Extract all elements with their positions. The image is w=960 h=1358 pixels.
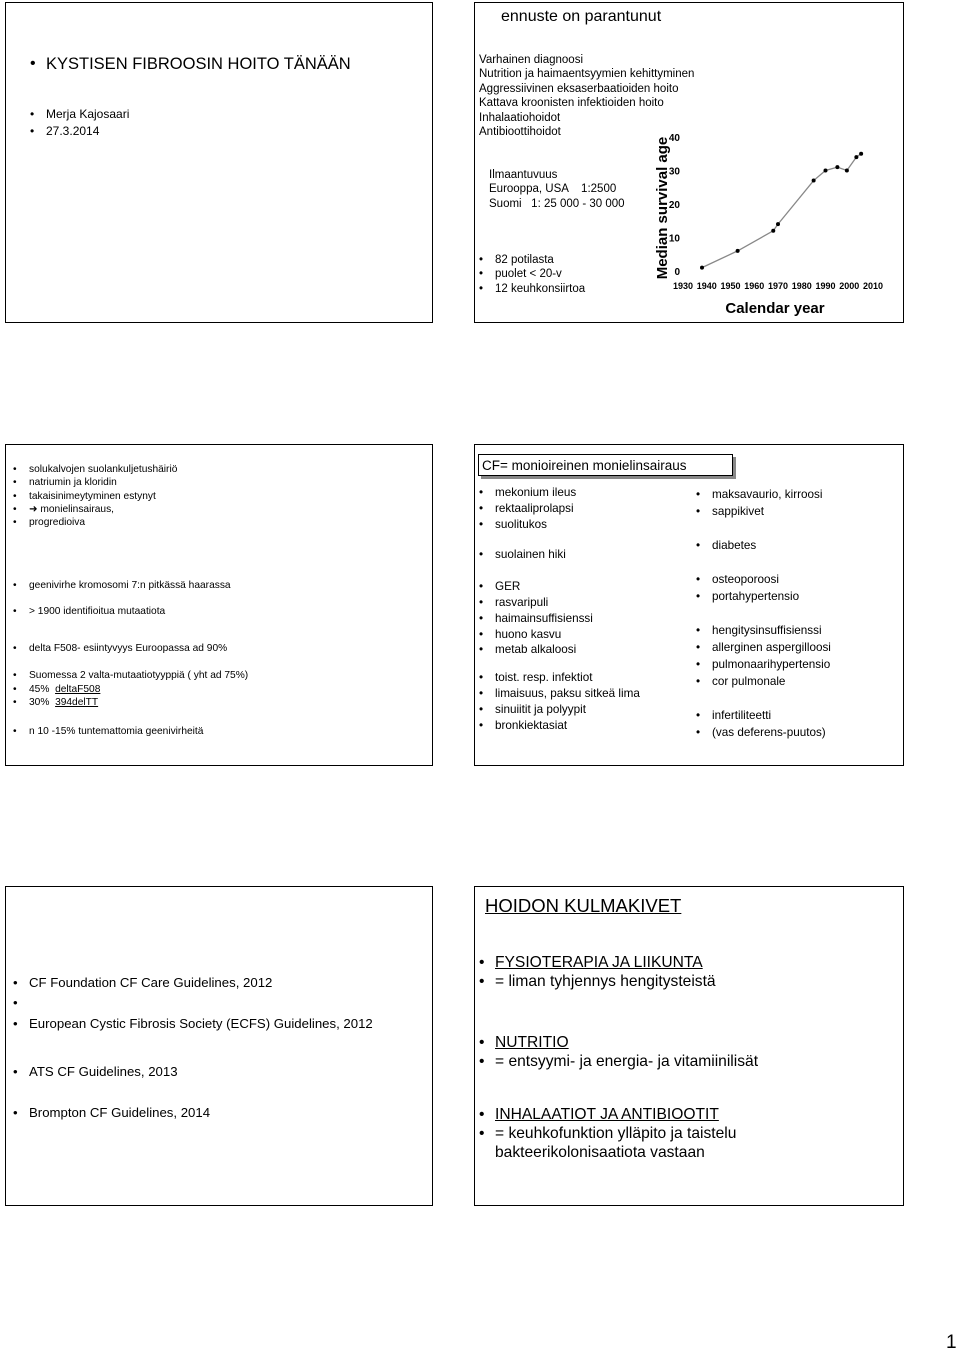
cornerstone-text: • = liman tyhjennys hengitysteistä <box>479 972 889 991</box>
symptom-item: • pulmonaarihypertensio <box>696 656 831 673</box>
x-tick-label: 2010 <box>862 281 884 291</box>
data-point <box>824 169 828 173</box>
symptom-item: • toist. resp. infektiot <box>479 670 640 686</box>
x-tick-label: 2000 <box>839 281 860 291</box>
treatment-line: Kattava kroonisten infektioiden hoito <box>479 97 664 110</box>
symptom-item: • huono kasvu <box>479 627 640 643</box>
patient-stats <box>479 253 585 296</box>
symptoms-left-column <box>479 485 640 733</box>
cornerstones-title: HOIDON KULMAKIVET <box>485 895 682 916</box>
guideline-item: • ATS CF Guidelines, 2013 <box>13 1064 373 1080</box>
pathophysiology-list <box>13 463 423 739</box>
x-tick-label: 1950 <box>720 281 741 291</box>
y-tick-label: 20 <box>668 200 680 211</box>
cornerstone-heading: • INHALAATIOT JA ANTIBIOOTIT <box>479 1105 889 1124</box>
arrow-right-icon: ➜ <box>29 503 38 515</box>
cornerstone-heading: • NUTRITIO <box>479 1033 889 1052</box>
list-item: • progredioiva <box>13 516 423 529</box>
data-point <box>700 266 704 270</box>
symptom-item: • mekonium ileus <box>479 485 640 501</box>
survival-chart <box>653 115 903 320</box>
symptom-item: • (vas deferens-puutos) <box>696 724 831 741</box>
symptom-item: • cor pulmonale <box>696 673 831 690</box>
x-tick-label: 1930 <box>672 281 694 291</box>
presentation-date: • 27.3.2014 <box>30 123 129 140</box>
symptom-item: • suolainen hiki <box>479 547 640 563</box>
presentation-title: • KYSTISEN FIBROOSIN HOITO TÄNÄÄN <box>30 55 351 74</box>
cornerstones-list <box>479 953 889 1162</box>
slide-pathophysiology <box>5 444 433 766</box>
x-tick-label: 1990 <box>815 281 836 291</box>
mutation-name: deltaF508 <box>55 683 101 695</box>
incidence-line: Ilmaantuvuus <box>489 169 558 181</box>
cornerstone-text: • = entsyymi- ja energia- ja vitamiinilisät <box>479 1052 889 1071</box>
list-item: • 45% deltaF508 <box>13 683 423 696</box>
symptom-item: • hengitysinsuffisienssi <box>696 622 831 639</box>
y-axis-label: Median survival age <box>654 136 671 280</box>
data-point <box>812 179 816 183</box>
symptom-item: • rektaaliprolapsi <box>479 501 640 517</box>
symptom-item: • osteoporoosi <box>696 571 831 588</box>
guideline-item: • CF Foundation CF Care Guidelines, 2012 <box>13 975 373 991</box>
list-item: • takaisinimeytyminen estynyt <box>13 490 423 503</box>
cornerstone-heading: • FYSIOTERAPIA JA LIIKUNTA <box>479 953 889 972</box>
symptom-item: • sinuiitit ja polyypit <box>479 702 640 718</box>
patient-stat: • puolet < 20-v <box>479 267 585 281</box>
slide-title <box>5 2 433 323</box>
list-item: • n 10 -15% tuntemattomia geenivirheitä <box>13 725 423 738</box>
incidence-line: Suomi 1: 25 000 - 30 000 <box>489 197 625 210</box>
incidence-block <box>489 168 625 211</box>
data-point <box>859 152 863 156</box>
list-item: • geenivirhe kromosomi 7:n pitkässä haarassa <box>13 579 423 592</box>
slide-guidelines <box>5 886 433 1206</box>
symptoms-header: CF= monioireinen monielinsairaus <box>478 454 733 476</box>
x-tick-label: 1980 <box>791 281 812 291</box>
treatment-line: Inhalaatiohoidot <box>479 111 561 124</box>
blank-bullet <box>13 995 373 1011</box>
data-point <box>776 222 780 226</box>
slide-prognosis <box>474 2 904 323</box>
slide-cornerstones <box>474 886 904 1206</box>
symptom-item: • GER <box>479 579 640 595</box>
x-tick-label: 1940 <box>696 281 717 291</box>
symptom-item: • limaisuus, paksu sitkeä lima <box>479 686 640 702</box>
guideline-item: • European Cystic Fibrosis Society (ECFS) Guidelines, 2012 <box>13 1016 373 1032</box>
list-item: • natriumin ja kloridin <box>13 476 423 489</box>
guideline-item: • Brompton CF Guidelines, 2014 <box>13 1105 373 1121</box>
data-point <box>771 229 775 233</box>
data-point <box>845 169 849 173</box>
symptom-item: • suolitukos <box>479 517 640 533</box>
data-point <box>854 155 858 159</box>
list-item <box>13 503 423 516</box>
list-item: • solukalvojen suolankuljetushäiriö <box>13 463 423 476</box>
symptoms-right-column <box>696 486 831 741</box>
author-name: • Merja Kajosaari <box>30 106 129 123</box>
patient-stat: • 12 keuhkonsiirtoa <box>479 282 585 296</box>
y-tick-label: 30 <box>668 166 680 178</box>
treatment-line: Aggressiivinen eksaserbaatioiden hoito <box>479 82 679 95</box>
data-point <box>736 249 740 253</box>
patient-stat: • 82 potilasta <box>479 253 585 267</box>
symptom-item: • portahypertensio <box>696 588 831 605</box>
survival-line <box>702 154 861 268</box>
mutation-name: 394delTT <box>55 696 99 708</box>
symptom-item: • diabetes <box>696 537 831 554</box>
slide-symptoms <box>474 444 904 766</box>
x-axis-label: Calendar year <box>725 300 825 317</box>
list-item: • Suomessa 2 valta-mutaatiotyyppiä ( yht ad 75%) <box>13 669 423 682</box>
symptom-item: • haimainsuffisienssi <box>479 611 640 627</box>
symptom-item: • sappikivet <box>696 503 831 520</box>
y-tick-label: 0 <box>674 267 680 278</box>
treatment-line: Varhainen diagnoosi <box>479 54 584 66</box>
guidelines-list <box>13 975 373 1121</box>
page-number: 1 <box>946 1332 957 1353</box>
x-tick-label: 1970 <box>767 281 789 291</box>
list-item: • delta F508- esiintyvyys Euroopassa ad 90% <box>13 642 423 655</box>
list-item: • 30% 394delTT <box>13 696 423 709</box>
symptom-item: • maksavaurio, kirroosi <box>696 486 831 503</box>
symptom-item: • infertiliteetti <box>696 707 831 724</box>
list-item: • > 1900 identifioitua mutaatiota <box>13 605 423 618</box>
list-item-text: monielinsairaus, <box>40 503 115 515</box>
symptom-item: • rasvaripuli <box>479 595 640 611</box>
y-tick-label: 10 <box>668 233 680 245</box>
data-point <box>835 165 839 169</box>
slide-title-prognosis: ennuste on parantunut <box>501 8 662 25</box>
symptom-item: • bronkiektasiat <box>479 718 640 734</box>
symptom-item: • allerginen aspergilloosi <box>696 639 831 656</box>
y-tick-label: 40 <box>668 133 680 144</box>
cornerstone-text: • = keuhkofunktion ylläpito ja taistelu bakteerikolonisaatiota vastaan <box>479 1124 889 1162</box>
symptom-item: • metab alkaloosi <box>479 642 640 658</box>
incidence-line: Eurooppa, USA 1:2500 <box>489 183 617 196</box>
x-tick-label: 1960 <box>744 281 765 291</box>
treatment-line: Antibioottihoidot <box>479 126 561 139</box>
treatment-line: Nutrition ja haimaentsyymien kehittyminen <box>479 68 695 81</box>
